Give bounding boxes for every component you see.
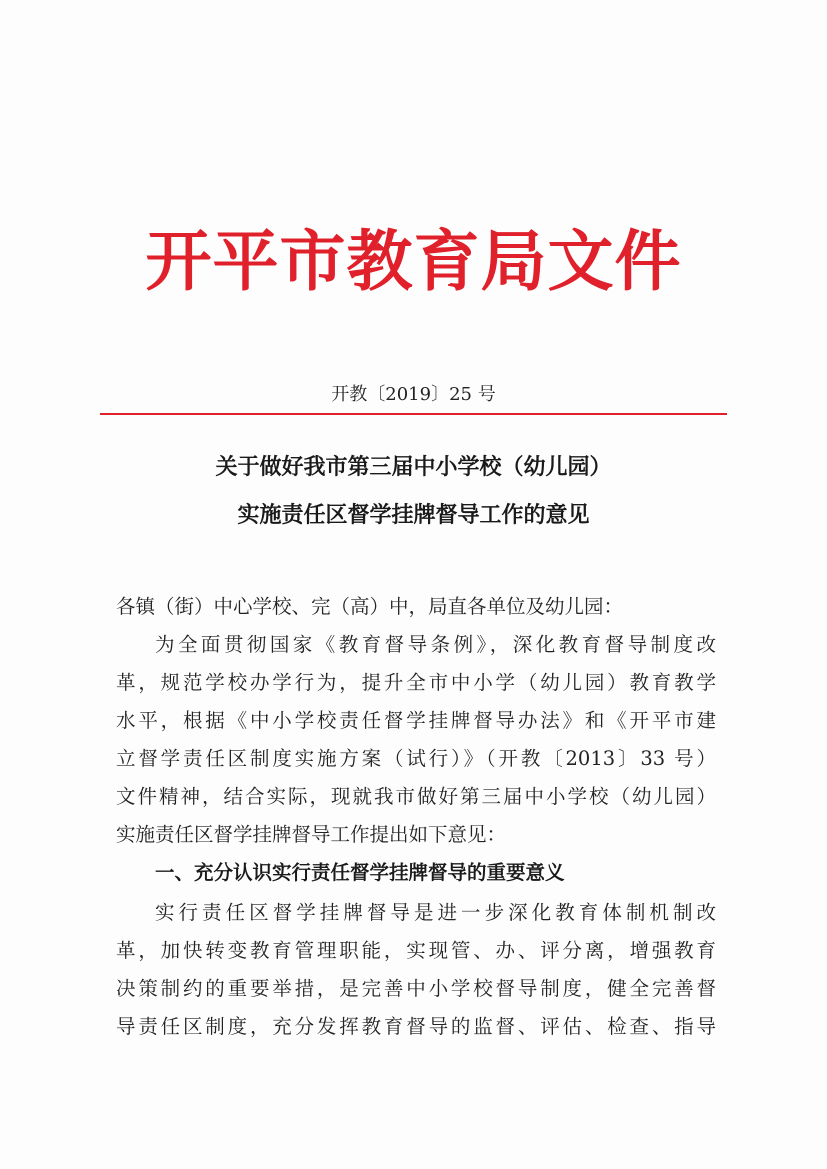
paragraph-1-line: 革，规范学校办学行为，提升全市中小学（幼儿园）教育教学 <box>116 671 716 694</box>
red-divider-line <box>100 413 727 415</box>
document-title-line-1: 关于做好我市第三届中小学校（幼儿园） <box>215 455 612 480</box>
paragraph-2-line: 实行责任区督学挂牌督导是进一步深化教育体制机制改 <box>155 901 716 924</box>
paragraph-1-line: 为全面贯彻国家《教育督导条例》，深化教育督导制度改 <box>155 633 716 656</box>
paragraph-2-line: 导责任区制度，充分发挥教育督导的监督、评估、检查、指导 <box>116 1015 716 1038</box>
paragraph-1-line: 水平，根据《中小学校责任督学挂牌督导办法》和《开平市建 <box>116 709 716 732</box>
paragraph-2-line: 革，加快转变教育管理职能，实现管、办、评分离，增强教育 <box>116 939 716 962</box>
document-number: 开教〔2019〕25 号 <box>331 384 496 405</box>
paragraph-1-line: 实施责任区督学挂牌督导工作提出如下意见： <box>116 823 507 846</box>
paragraph-1-line: 文件精神，结合实际，现就我市做好第三届中小学校（幼儿园） <box>116 785 716 808</box>
salutation: 各镇（街）中心学校、完（高）中，局直各单位及幼儿园： <box>116 595 624 618</box>
paragraph-2-line: 决策制约的重要举措，是完善中小学校督导制度，健全完善督 <box>116 977 716 1000</box>
paragraph-1-line: 立督学责任区制度实施方案（试行）》（开教〔2013〕33 号） <box>116 747 716 770</box>
document-title-line-2: 实施责任区督学挂牌督导工作的意见 <box>237 503 590 528</box>
section-heading: 一、充分认识实行责任督学挂牌督导的重要意义 <box>155 861 565 884</box>
document-header-title: 开平市教育局文件 <box>145 222 682 300</box>
